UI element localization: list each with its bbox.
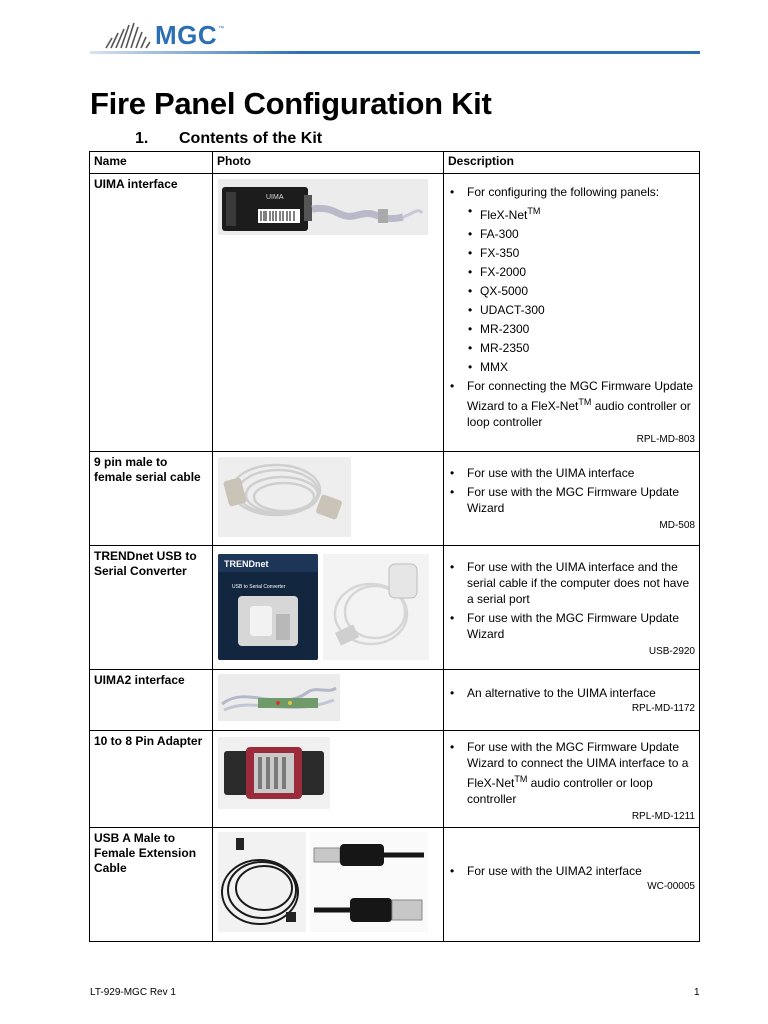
trendnet-product-label: USB to Serial Converter: [232, 584, 286, 590]
item-name: USB A Male to Female Extension Cable: [90, 828, 213, 942]
table-row: [90, 731, 700, 828]
mgc-logo-mark-icon: [103, 20, 151, 50]
panel-item: • MMX: [467, 359, 695, 375]
logo-trademark: ™: [218, 26, 225, 32]
panel-name: FleX-Net: [480, 208, 528, 222]
part-number: WC-00005: [647, 881, 695, 892]
part-number: USB-2920: [648, 646, 695, 657]
panel-item: • QX-5000: [467, 283, 695, 299]
description-list: [448, 863, 695, 879]
item-description: [444, 174, 700, 452]
panel-item: • FA-300: [467, 226, 695, 242]
item-name: UIMA interface: [90, 174, 213, 452]
panel-list: [467, 203, 695, 375]
description-bullet: • For use with the MGC Firmware Update Wizard: [448, 484, 695, 516]
item-photo-cell: [213, 452, 444, 546]
item-photo-cell: [213, 546, 444, 670]
uima2-interface-photo: [218, 674, 340, 721]
item-photo-cell: [213, 828, 444, 942]
usb-extension-cable-photo: [218, 832, 306, 932]
panel-item: [467, 203, 695, 223]
description-list: [448, 465, 695, 516]
logo-text: MGC: [155, 19, 218, 50]
item-photo-cell: [213, 670, 444, 731]
table-row: [90, 670, 700, 731]
description-bullet: • For use with the UIMA interface: [448, 465, 695, 481]
trendnet-package-photo: [218, 554, 318, 660]
uima-interface-photo: [218, 179, 428, 235]
description-bullet: [448, 184, 695, 375]
description-list: [448, 184, 695, 430]
document-title: Fire Panel Configuration Kit: [90, 86, 492, 121]
bullet-text: audio controller or loop controller: [467, 776, 653, 806]
description-bullet: • An alternative to the UIMA interface: [448, 685, 695, 701]
uima-photo-label: UIMA: [266, 194, 284, 201]
kit-contents-table: [89, 151, 700, 942]
description-bullet: • For use with the UIMA interface and the serial cable if the computer does not have a serial port: [448, 559, 695, 607]
trademark: TM: [514, 774, 528, 784]
footer-page-number: 1: [694, 987, 700, 998]
table-row: [90, 546, 700, 670]
trendnet-brand-label: TRENDnet: [224, 559, 269, 569]
trademark: TM: [527, 206, 541, 216]
section-number: 1.: [135, 130, 149, 147]
item-description: [444, 452, 700, 546]
column-header-name: Name: [90, 152, 213, 174]
panel-item: • FX-350: [467, 245, 695, 261]
serial-cable-photo: [218, 457, 351, 537]
table-row: [90, 452, 700, 546]
usb-serial-cable-photo: [323, 554, 429, 660]
item-name: TRENDnet USB to Serial Converter: [90, 546, 213, 670]
table-row: [90, 828, 700, 942]
description-bullet: [448, 739, 695, 807]
bullet-text: For connecting the MGC Firmware Update Wizard to a FleX-Net: [467, 379, 694, 413]
description-bullet: • For use with the UIMA2 interface: [448, 863, 695, 879]
item-name: 10 to 8 Pin Adapter: [90, 731, 213, 828]
item-description: [444, 546, 700, 670]
bullet-text: For use with the MGC Firmware Update Wizard to connect the UIMA interface to a FleX-Net: [467, 740, 689, 790]
description-bullet: • For use with the MGC Firmware Update Wizard: [448, 610, 695, 642]
panel-item: • UDACT-300: [467, 302, 695, 318]
part-number: RPL-MD-1211: [631, 811, 695, 822]
trademark: TM: [578, 397, 592, 407]
table-header-row: [90, 152, 700, 174]
description-bullet: [448, 378, 695, 430]
footer-document-id: LT-929-MGC Rev 1: [90, 987, 176, 998]
item-name: 9 pin male to female serial cable: [90, 452, 213, 546]
bullet-text: For configuring the following panels:: [467, 185, 660, 199]
section-heading: [135, 130, 322, 148]
bullet-text: audio controller or loop controller: [467, 399, 691, 429]
description-list: [448, 739, 695, 807]
mgc-logo: [103, 20, 224, 50]
item-description: [444, 670, 700, 731]
item-description: [444, 731, 700, 828]
header-rule: [90, 51, 700, 54]
column-header-photo: Photo: [213, 152, 444, 174]
pin-adapter-photo: [218, 737, 330, 809]
table-row: [90, 174, 700, 452]
part-number: MD-508: [659, 520, 695, 531]
section-title: Contents of the Kit: [179, 130, 323, 147]
item-photo-cell: [213, 731, 444, 828]
usb-connectors-photo: [310, 832, 428, 932]
panel-item: • MR-2350: [467, 340, 695, 356]
item-name: UIMA2 interface: [90, 670, 213, 731]
item-description: [444, 828, 700, 942]
column-header-description: Description: [444, 152, 700, 174]
description-list: [448, 559, 695, 642]
part-number: RPL-MD-803: [636, 434, 695, 445]
panel-item: • FX-2000: [467, 264, 695, 280]
panel-item: • MR-2300: [467, 321, 695, 337]
part-number: RPL-MD-1172: [631, 703, 695, 714]
item-photo-cell: [213, 174, 444, 452]
description-list: [448, 685, 695, 701]
